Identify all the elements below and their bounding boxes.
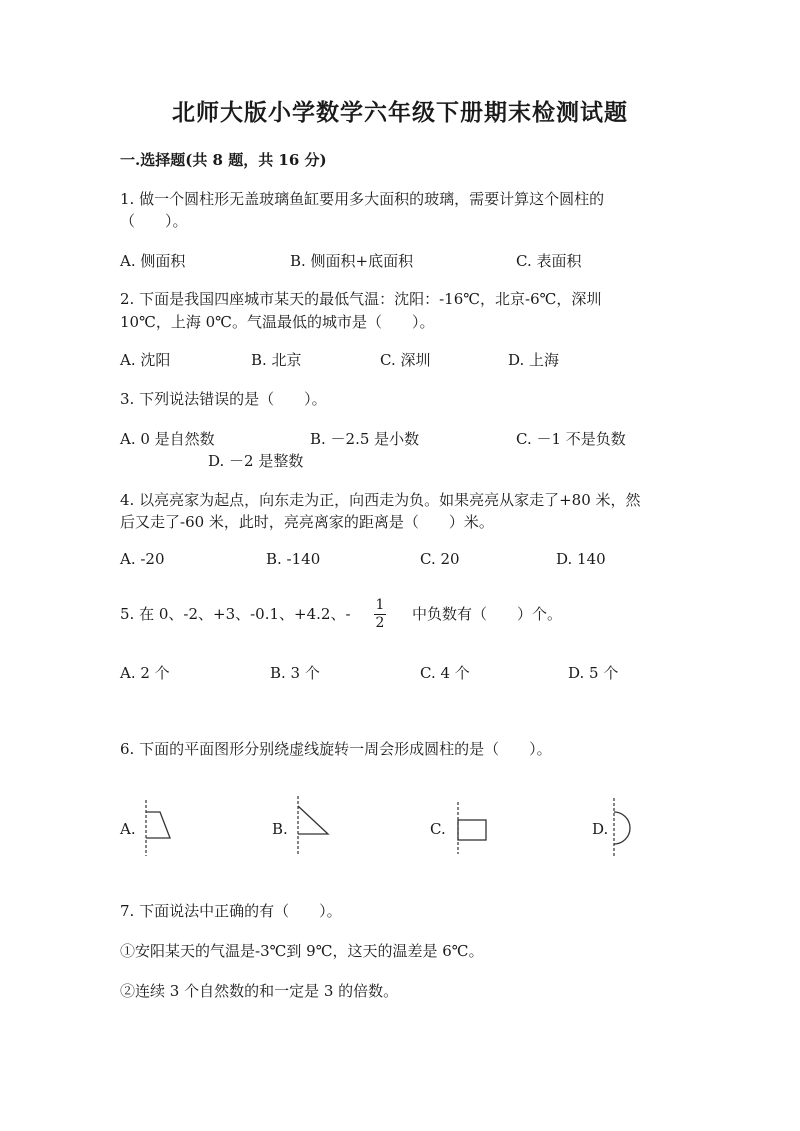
question-5-text-tail: 中负数有（ ）个。 xyxy=(412,605,563,623)
question-1-text: 1. 做一个圆柱形无盖玻璃鱼缸要用多大面积的玻璃，需要计算这个圆柱的 xyxy=(120,190,605,208)
question-6-option-b: B. xyxy=(272,820,288,838)
fraction-denominator: 2 xyxy=(375,615,385,631)
question-4-option-b: B. -140 xyxy=(266,550,321,568)
question-6-option-c: C. xyxy=(430,820,446,838)
question-4-option-a: A. -20 xyxy=(120,550,165,568)
question-7-statement-1: ①安阳某天的气温是-3℃到 9℃，这天的温差是 6℃。 xyxy=(120,942,484,960)
question-3-option-d: D. －2 是整数 xyxy=(208,452,304,470)
question-3-option-a: A. 0 是自然数 xyxy=(120,430,215,448)
question-1-text-cont: （ ）。 xyxy=(120,212,188,230)
question-5-option-d: D. 5 个 xyxy=(568,664,619,682)
question-2-option-b: B. 北京 xyxy=(251,351,302,369)
question-2-option-a: A. 沈阳 xyxy=(120,351,171,369)
question-3-option-b: B. －2.5 是小数 xyxy=(310,430,420,448)
section-heading: 一.选择题(共 8 题，共 16 分) xyxy=(120,151,327,169)
question-1-option-b: B. 侧面积+底面积 xyxy=(290,252,414,270)
question-6-text: 6. 下面的平面图形分别绕虚线旋转一周会形成圆柱的是（ ）。 xyxy=(120,740,552,758)
trapezoid-icon xyxy=(140,798,174,858)
fraction-one-half xyxy=(372,597,388,632)
question-7-text: 7. 下面说法中正确的有（ ）。 xyxy=(120,902,342,920)
question-5-text: 5. 在 0、-2、+3、-0.1、+4.2、- xyxy=(120,605,351,623)
fraction-numerator: 1 xyxy=(375,597,385,613)
question-1-option-c: C. 表面积 xyxy=(516,252,582,270)
page-title: 北师大版小学数学六年级下册期末检测试题 xyxy=(172,99,628,126)
question-6-option-d: D. xyxy=(592,820,609,838)
question-6-option-a: A. xyxy=(120,820,136,838)
question-4-text: 4. 以亮亮家为起点，向东走为正，向西走为负。如果亮亮从家走了+80 米，然 xyxy=(120,491,641,509)
question-3-text: 3. 下列说法错误的是（ ）。 xyxy=(120,390,327,408)
question-1-option-a: A. 侧面积 xyxy=(120,252,186,270)
question-3-option-c: C. －1 不是负数 xyxy=(516,430,626,448)
question-5-option-a: A. 2 个 xyxy=(120,664,170,682)
question-7-statement-2: ②连续 3 个自然数的和一定是 3 的倍数。 xyxy=(120,982,399,1000)
question-5-option-b: B. 3 个 xyxy=(270,664,320,682)
question-4-text-cont: 后又走了-60 米，此时，亮亮离家的距离是（ ）米。 xyxy=(120,513,494,531)
question-2-text-cont: 10℃，上海 0℃。气温最低的城市是（ ）。 xyxy=(120,313,435,331)
question-2-option-c: C. 深圳 xyxy=(380,351,431,369)
question-2-option-d: D. 上海 xyxy=(508,351,560,369)
rectangle-icon xyxy=(452,800,492,856)
question-4-option-c: C. 20 xyxy=(420,550,460,568)
semicircle-icon xyxy=(608,796,642,858)
question-5-option-c: C. 4 个 xyxy=(420,664,470,682)
question-2-text: 2. 下面是我国四座城市某天的最低气温：沈阳：-16℃，北京-6℃，深圳 xyxy=(120,290,602,308)
triangle-icon xyxy=(292,794,332,858)
question-4-option-d: D. 140 xyxy=(556,550,606,568)
